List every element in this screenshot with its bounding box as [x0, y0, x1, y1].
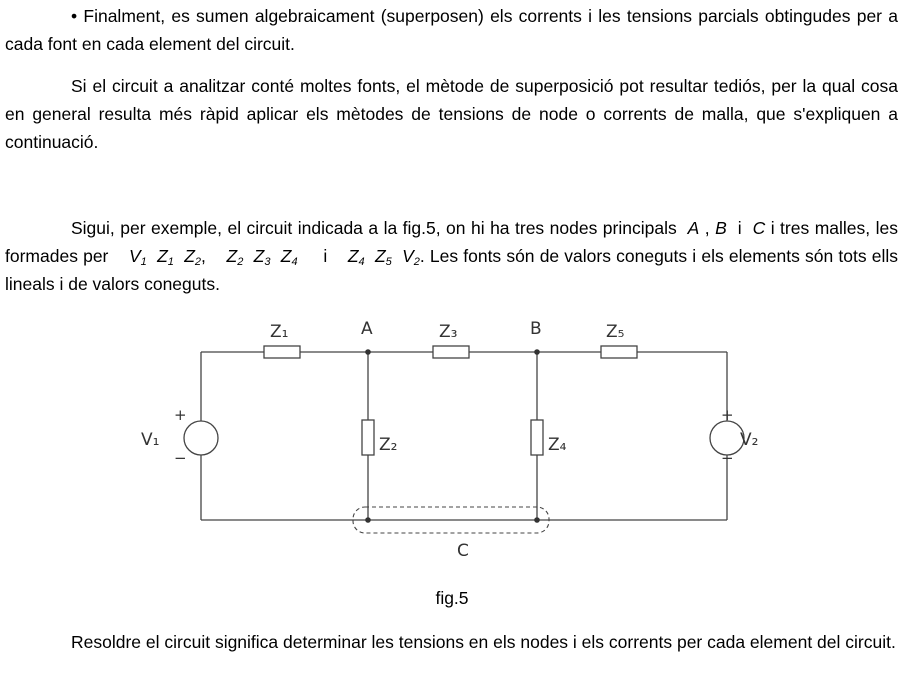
text-part-2: i tres malles, les formades per — [5, 218, 898, 266]
circuit-diagram — [0, 300, 904, 580]
z4-ref: $Z_4$ — [280, 246, 298, 268]
v1-plus: + — [174, 406, 187, 424]
resistor-z1 — [264, 346, 300, 358]
z1-ref: $Z_1$ — [157, 246, 174, 268]
label-z1: Z₁ — [270, 322, 289, 342]
text-part-1: Sigui, per exemple, el circuit indicada a la fig.5, on hi ha tres nodes principals — [71, 218, 677, 238]
v1-ref: $V_1$ — [128, 246, 147, 268]
label-v2: V₂ — [740, 430, 759, 450]
z2-ref: $Z_2$ — [184, 246, 202, 268]
bullet: • — [71, 6, 78, 26]
conj: i — [737, 218, 742, 238]
v2-ref: $V_2$ — [402, 246, 420, 268]
node-c-dot-left — [365, 517, 371, 523]
node-c-ref: C — [752, 218, 766, 238]
z4b-ref: $Z_4$ — [347, 246, 365, 268]
node-b-dot — [534, 349, 540, 355]
label-node-c: C — [457, 541, 469, 561]
v1-minus: − — [174, 449, 187, 467]
label-node-b: B — [530, 319, 542, 339]
node-a-dot — [365, 349, 371, 355]
sep: , — [704, 218, 710, 238]
z3-ref: $Z_3$ — [253, 246, 271, 268]
source-v1 — [184, 421, 218, 455]
label-z3: Z₃ — [439, 322, 458, 342]
resistor-z2 — [362, 420, 374, 455]
label-z5: Z₅ — [606, 322, 625, 342]
paragraph-final-step — [5, 2, 898, 58]
paragraph-superposition — [5, 72, 898, 156]
label-z4: Z₄ — [548, 435, 567, 455]
z2b-ref: $Z_2$ — [226, 246, 244, 268]
v2-minus: − — [721, 449, 734, 467]
v2-plus: + — [721, 406, 734, 424]
label-node-a: A — [361, 319, 373, 339]
paragraph-superposition-text: Si el circuit a analitzar conté moltes fonts, el mètode de superposició pot resultar tediós, per la qual cosa en general resulta més ràpid aplicar els mètodes de tensions de node o corrents de malla, que s'expliquen a continuació. — [5, 76, 898, 152]
resistor-z3 — [433, 346, 469, 358]
paragraph-circuit-description — [5, 214, 898, 298]
node-b-ref: B — [715, 218, 727, 238]
paragraph-final-step-text: Finalment, es sumen algebraicament (superposen) els corrents i les tensions parcials obtingudes per a cada font en cada element del circuit. — [5, 6, 898, 54]
z5-ref: $Z_5$ — [374, 246, 392, 268]
text-part-3: . Les fonts són de valors coneguts i els elements són tots ells lineals i de valors coneguts. — [5, 246, 898, 294]
conj-2: i — [323, 246, 328, 266]
resistor-z4 — [531, 420, 543, 455]
paragraph-resolution-text: Resoldre el circuit significa determinar les tensions en els nodes i els corrents per cada element del circuit. — [71, 632, 896, 652]
comma: , — [201, 246, 206, 266]
resistor-z5 — [601, 346, 637, 358]
figure-caption: fig.5 — [435, 588, 469, 608]
label-v1: V₁ — [141, 430, 160, 450]
node-c-dot-right — [534, 517, 540, 523]
node-a-ref: A — [687, 218, 700, 238]
label-z2: Z₂ — [379, 435, 398, 455]
paragraph-resolution — [5, 628, 898, 656]
